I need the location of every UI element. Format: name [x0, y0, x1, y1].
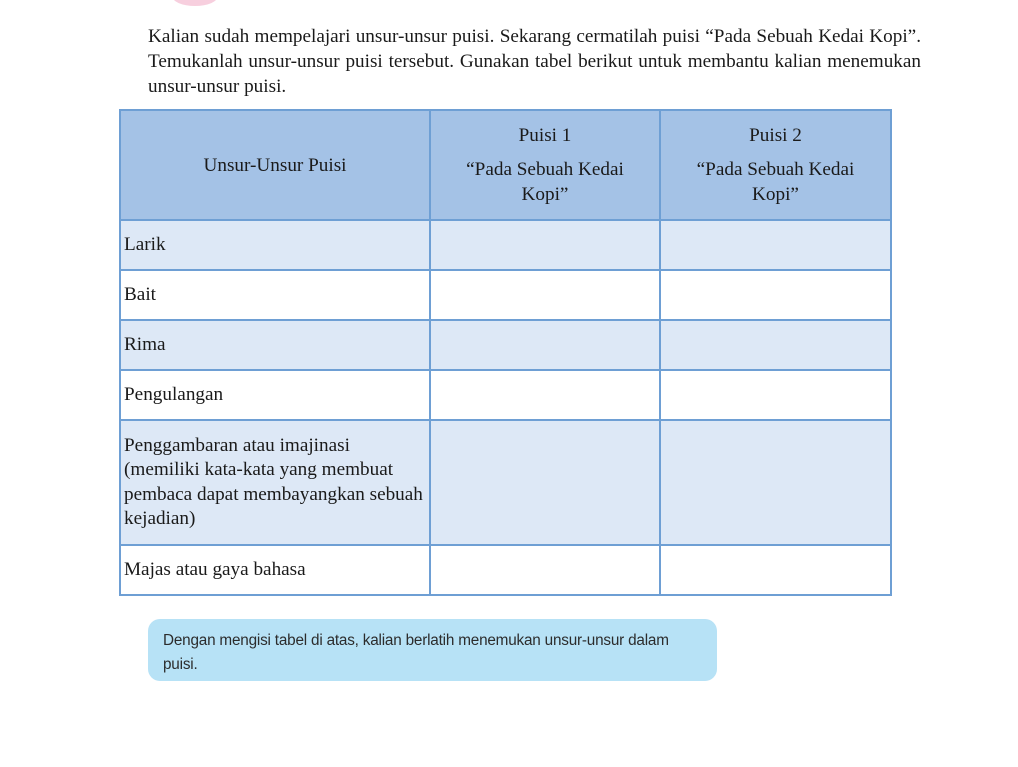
cell-puisi-1-bait[interactable]: [430, 270, 660, 320]
row-label-imajinasi: Penggambaran atau imajinasi (memiliki kata-kata yang membuat pembaca dapat membayangkan sebuah kejadian): [120, 420, 430, 545]
header-puisi-2-number: Puisi 2: [749, 125, 802, 146]
table-row: [120, 220, 891, 270]
cell-puisi-1-rima[interactable]: [430, 320, 660, 370]
table-row: [120, 545, 891, 595]
note-text: Dengan mengisi tabel di atas, kalian berlatih menemukan unsur-unsur dalam puisi.: [163, 632, 669, 673]
cell-puisi-1-majas[interactable]: [430, 545, 660, 595]
cell-puisi-1-imajinasi[interactable]: [430, 420, 660, 545]
row-label-larik: Larik: [120, 220, 430, 270]
header-puisi-1: [430, 110, 660, 220]
table-row: [120, 420, 891, 545]
table-row: [120, 370, 891, 420]
cell-puisi-1-larik[interactable]: [430, 220, 660, 270]
cell-puisi-2-imajinasi[interactable]: [660, 420, 891, 545]
header-puisi-2-title: “Pada Sebuah Kedai Kopi”: [696, 159, 855, 205]
header-puisi-1-title: “Pada Sebuah Kedai Kopi”: [466, 159, 624, 205]
row-label-majas: Majas atau gaya bahasa: [120, 545, 430, 595]
header-unsur: [120, 110, 430, 220]
cell-puisi-1-pengulangan[interactable]: [430, 370, 660, 420]
intro-paragraph: Kalian sudah mempelajari unsur-unsur puisi. Sekarang cermatilah puisi “Pada Sebuah Kedai Kopi”. Temukanlah unsur-unsur puisi tersebut. Gunakan tabel berikut untuk membantu kalian menemukan unsur-unsur puisi.: [148, 26, 921, 97]
cell-puisi-2-majas[interactable]: [660, 545, 891, 595]
header-puisi-1-number: Puisi 1: [518, 125, 572, 146]
header-puisi-2: [660, 110, 891, 220]
row-label-rima: Rima: [120, 320, 430, 370]
note-box: [148, 619, 717, 681]
cell-puisi-2-rima[interactable]: [660, 320, 891, 370]
header-unsur-label: Unsur-Unsur Puisi: [203, 154, 347, 176]
cell-puisi-2-pengulangan[interactable]: [660, 370, 891, 420]
table-header-row: [120, 110, 891, 220]
table-row: [120, 270, 891, 320]
cell-puisi-2-bait[interactable]: [660, 270, 891, 320]
unsur-puisi-table: [119, 109, 892, 596]
cell-puisi-2-larik[interactable]: [660, 220, 891, 270]
row-label-pengulangan: Pengulangan: [120, 370, 430, 420]
decorative-blob: [172, 0, 218, 6]
row-label-bait: Bait: [120, 270, 430, 320]
table-row: [120, 320, 891, 370]
